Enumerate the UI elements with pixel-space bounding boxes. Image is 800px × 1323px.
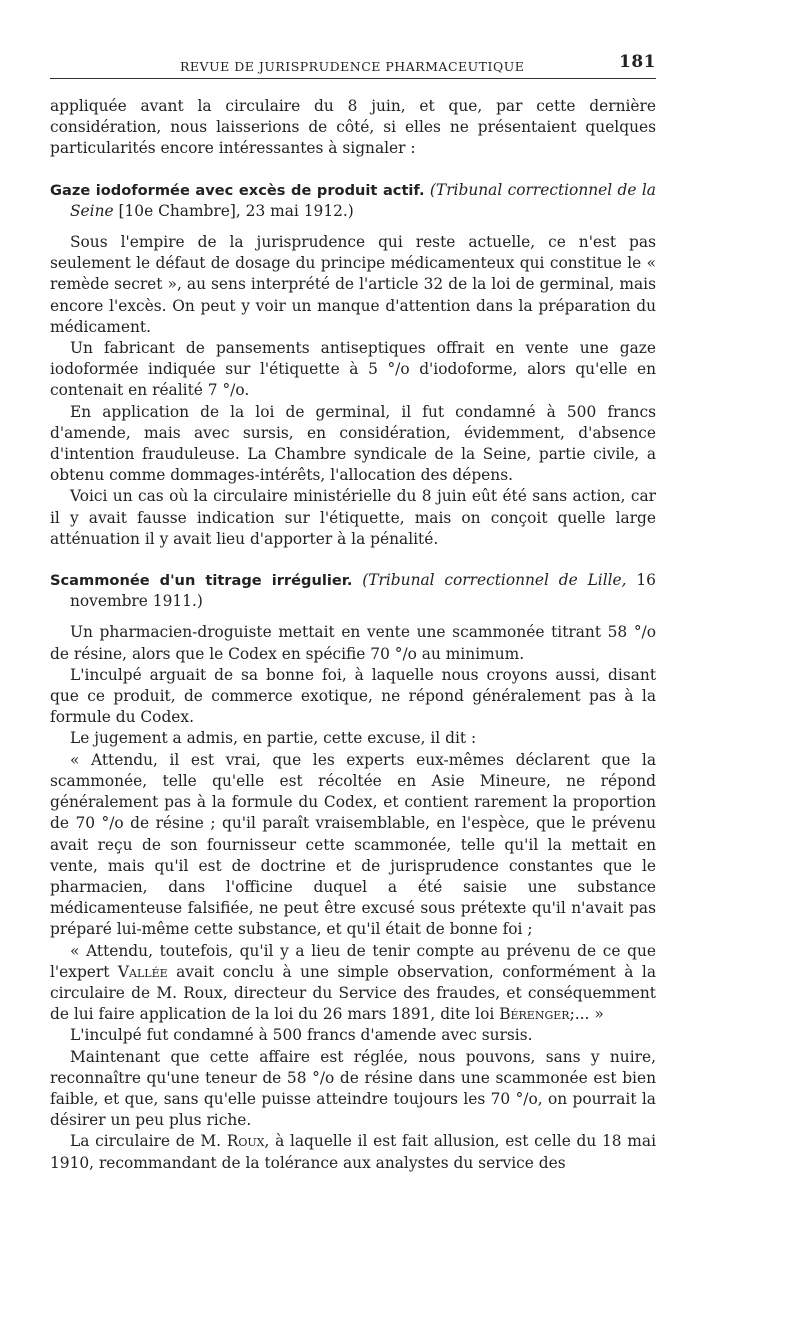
person-name: Vallée <box>117 962 168 981</box>
text: , à laquelle il est fait allusion, est celle du 18 mai 1910, recommandant de la tolérance aux analystes du service des <box>50 1132 656 1172</box>
paragraph: Maintenant que cette affaire est réglée, nous pouvons, sans y nuire, reconnaître qu'une teneur de 58 °/o de résine dans une scammonée est bien faible, et que, sans qu'elle puisse atteindre toujours les 70 °/o, on pourrait la désirer un peu plus riche. <box>50 1047 656 1130</box>
section-heading-scammonee <box>50 570 656 612</box>
text: La circulaire de M. <box>70 1132 222 1151</box>
section-heading-gaze <box>50 180 656 222</box>
paragraph: L'inculpé arguait de sa bonne foi, à laquelle nous croyons aussi, disant que ce produit, de commerce exotique, ne répond généralement pas à la formule du Codex. <box>50 665 656 727</box>
paragraph: En application de la loi de germinal, il fut condamné à 500 francs d'amende, mais avec sursis, en considération, évidemment, d'absence d'intention frauduleuse. La Chambre syndicale de la Seine, partie civile, a obtenu comme dommages-intérêts, l'allocation des dépens. <box>50 402 656 485</box>
intro-paragraph: appliquée avant la circulaire du 8 juin, et que, par cette dernière considération, nous laisserions de côté, si elles ne présentaient quelques particularités encore intéressantes à signaler : <box>50 97 656 158</box>
person-name: Bérenger <box>499 1005 570 1024</box>
paragraph: Le jugement a admis, en partie, cette excuse, il dit : <box>70 729 477 748</box>
journal-title: REVUE DE JURISPRUDENCE PHARMACEUTIQUE <box>180 59 525 74</box>
paragraph: Voici un cas où la circulaire ministérielle du 8 juin eût été sans action, car il y avait fausse indication sur l'étiquette, mais on conçoit quelle large atténuation il y avait lieu d'apporter à la pénalité. <box>50 487 656 548</box>
quote-text: ;... » <box>569 1005 604 1024</box>
quoted-judgment <box>50 941 656 1026</box>
page-number: 181 <box>619 52 656 72</box>
document-page <box>50 50 656 1174</box>
running-header <box>50 50 656 74</box>
paragraph: Un fabricant de pansements antiseptiques offrait en vente une gaze iodoformée indiquée sur l'étiquette à 5 °/o d'iodoforme, alors qu'elle en contenait en réalité 7 °/o. <box>50 339 656 400</box>
section-title: Gaze iodoformée avec excès de produit actif. <box>50 181 425 199</box>
paragraph: Un pharmacien-droguiste mettait en vente une scammonée titrant 58 °/o de résine, alors que le Codex en spécifie 70 °/o au minimum. <box>50 623 656 663</box>
section-title: Scammonée d'un titrage irrégulier. <box>50 572 353 590</box>
header-rule <box>50 78 656 79</box>
court-detail: 16 novembre 1911.) <box>70 571 656 611</box>
paragraph: L'inculpé fut condamné à 500 francs d'amende avec sursis. <box>70 1026 533 1045</box>
court-name: (Tribunal correctionnel de la Seine <box>70 180 656 220</box>
quote-text: avait conclu à une simple observation, conformément à la circulaire de M. Roux, directeur du Service des fraudes, et conséquemment de lui faire application de la loi du 26 mars 1891, dite loi <box>50 962 656 1024</box>
paragraph <box>50 1131 656 1173</box>
quoted-judgment: « Attendu, il est vrai, que les experts eux-mêmes déclarent que la scammonée, telle qu'elle est récoltée en Asie Mineure, ne répond généralement pas à la formule du Codex, et contient rarement la proportion de 70 °/o de résine ; qu'il paraît vraisemblable, en l'espèce, que le prévenu avait reçu de son fournisseur cette scammonée, telle qu'il la mettait en vente, mais qu'il est de doctrine et de jurisprudence constantes que le pharmacien, dans l'officine duquel a été saisie une substance médicamenteuse falsifiée, ne peut être excusé sous prétexte qu'il n'avait pas préparé lui-même cette substance, et qu'il était de bonne foi ; <box>50 750 656 939</box>
person-name: Roux <box>226 1132 265 1151</box>
court-name: (Tribunal correctionnel de Lille, <box>362 571 627 590</box>
court-detail: [10e Chambre], 23 mai 1912.) <box>118 201 354 220</box>
quote-text: « Attendu, toutefois, qu'il y a lieu de tenir compte au prévenu de ce que l'expert <box>50 941 656 981</box>
paragraph: Sous l'empire de la jurisprudence qui reste actuelle, ce n'est pas seulement le défaut de dosage du principe médicamenteux qui constitue le « remède secret », au sens interprété de l'article 32 de la loi de germinal, mais encore l'excès. On peut y voir un manque d'attention dans la préparation du médicament. <box>50 233 656 336</box>
